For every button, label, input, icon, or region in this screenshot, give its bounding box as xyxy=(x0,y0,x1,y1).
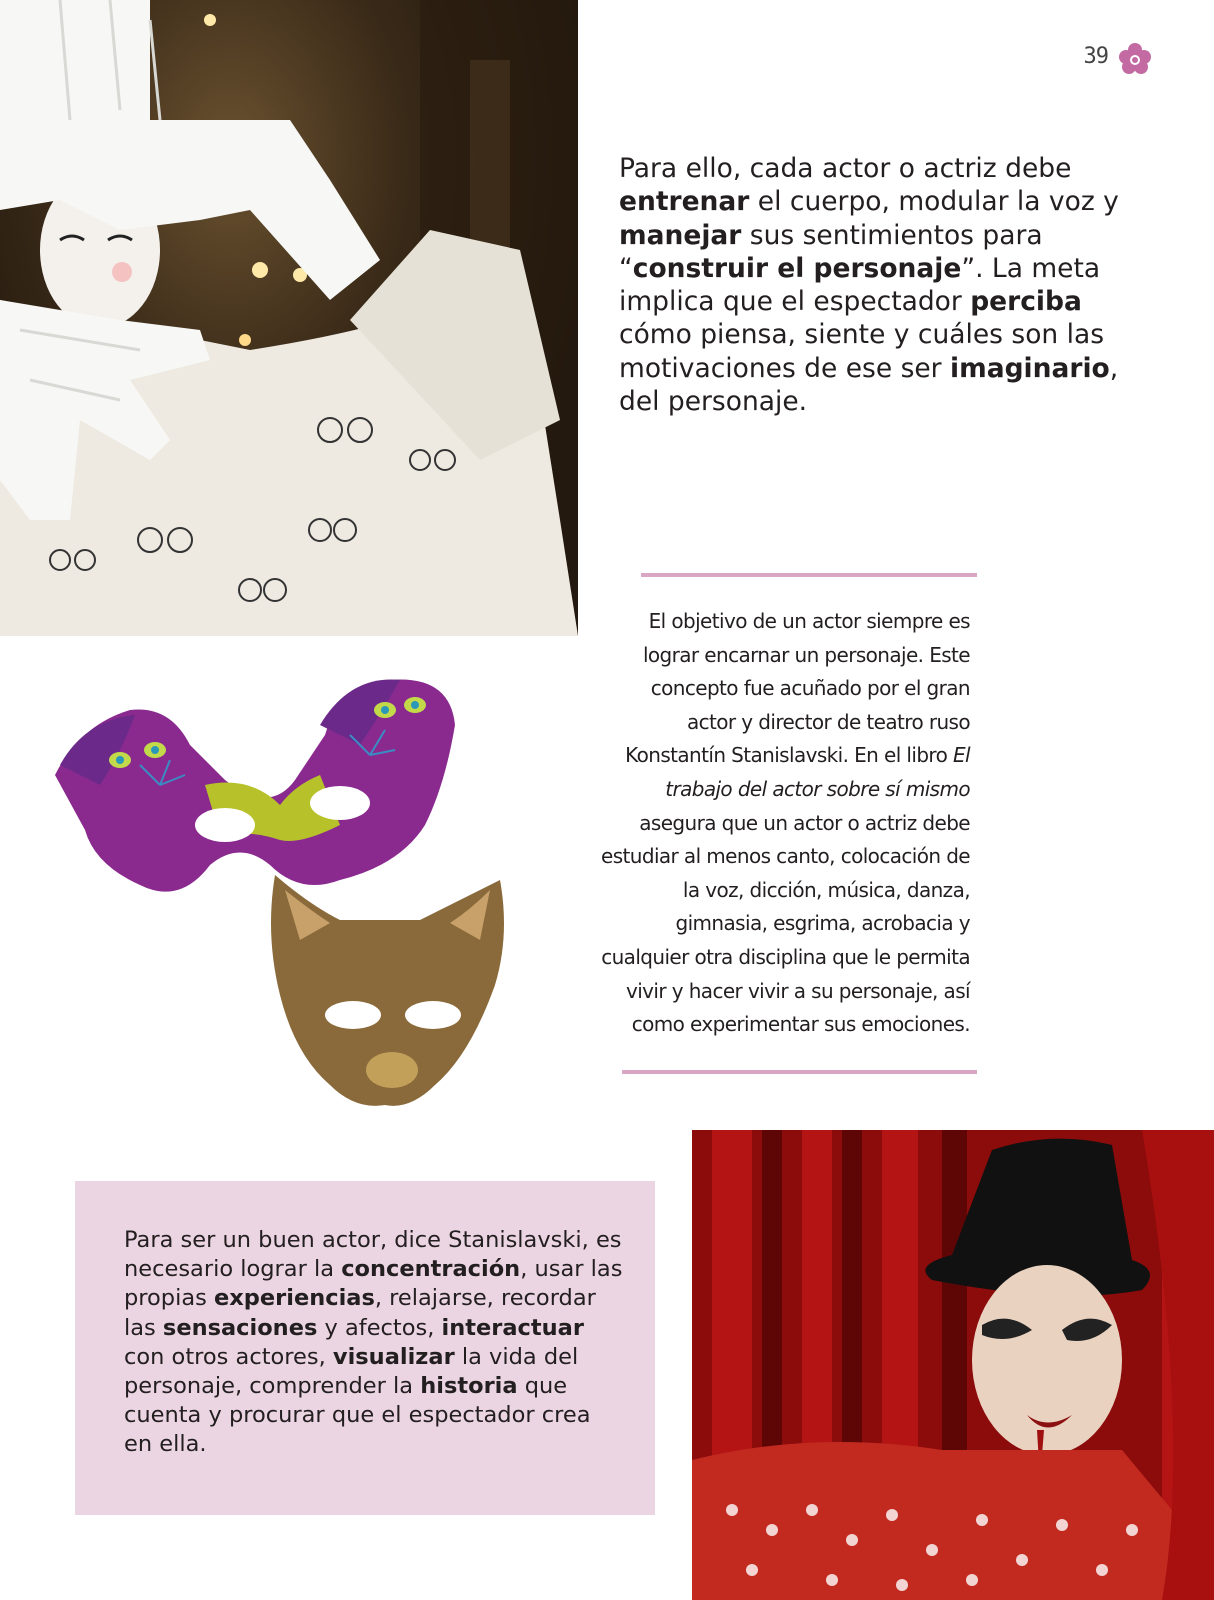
info-bold-experiencias: experiencias xyxy=(214,1285,375,1312)
intro-text-3: sus sentimientos para “ xyxy=(619,219,1043,284)
clown-photo xyxy=(692,1130,1214,1600)
info-bold-interactuar: interactuar xyxy=(441,1314,584,1341)
intro-text-6: , del personaje. xyxy=(619,352,1119,418)
info-bold-visualizar: visualizar xyxy=(332,1343,455,1370)
clown-illustration xyxy=(692,1130,1214,1600)
info-bold-historia: historia xyxy=(420,1373,518,1400)
cat-mask xyxy=(271,875,504,1106)
info-text-5: con otros actores, xyxy=(124,1343,333,1370)
info-text-2: , usar las propias xyxy=(124,1256,623,1312)
quote-book-title: El trabajo del actor sobre sí mismo xyxy=(665,743,970,801)
info-text-1: Para ser un buen actor, dice Stanislavski, es necesario lograr la xyxy=(124,1227,622,1283)
carnival-mask xyxy=(55,680,455,892)
intro-text-2: el cuerpo, modular la voz y xyxy=(749,186,1119,218)
intro-bold-entrenar: entrenar xyxy=(619,186,750,218)
info-text-3: , relajarse, recordar las xyxy=(124,1285,596,1341)
masks-illustration xyxy=(40,665,570,1145)
intro-text-5: cómo piensa, siente y cuáles son las motivaciones de ese ser xyxy=(619,319,1105,384)
intro-paragraph xyxy=(619,152,1139,418)
info-bold-sensaciones: sensaciones xyxy=(162,1314,318,1341)
quote-paragraph xyxy=(600,605,970,1042)
info-bold-concentracion: concentración xyxy=(341,1256,521,1283)
mime-photo xyxy=(0,0,578,636)
info-text-7: que cuenta y procurar que el espectador crea en ella. xyxy=(124,1373,591,1458)
intro-bold-imaginario: imaginario xyxy=(950,352,1110,384)
quote-top-rule xyxy=(641,573,977,577)
info-paragraph xyxy=(124,1226,624,1460)
page-number: 39 xyxy=(1083,44,1108,69)
quote-text-1: El objetivo de un actor siempre es lograr encarnar un personaje. Este concepto fue acuñado por el gran actor y director de teatro ruso Konstantín Stanislavski. En el libro xyxy=(625,609,970,768)
flower-icon xyxy=(1116,40,1154,78)
intro-text-4: ”. La meta implica que el espectador xyxy=(619,252,1101,318)
info-text-6: la vida del personaje, comprender la xyxy=(124,1343,579,1400)
intro-bold-construir: construir el personaje xyxy=(632,252,962,284)
quote-bottom-rule xyxy=(622,1070,977,1074)
mime-illustration xyxy=(0,0,578,636)
quote-text-2: asegura que un actor o actriz debe estudiar al menos canto, colocación de la voz, dicción, música, danza, gimnasia, esgrima, acrobacia y cualquier otra disciplina que le permita vivir y hacer vivir a su personaje, así como experimentar sus emociones. xyxy=(601,810,970,1037)
intro-bold-perciba: perciba xyxy=(970,286,1082,318)
info-text-4: y afectos, xyxy=(317,1314,442,1341)
intro-text-1: Para ello, cada actor o actriz debe xyxy=(619,153,1072,184)
intro-bold-manejar: manejar xyxy=(619,219,742,251)
